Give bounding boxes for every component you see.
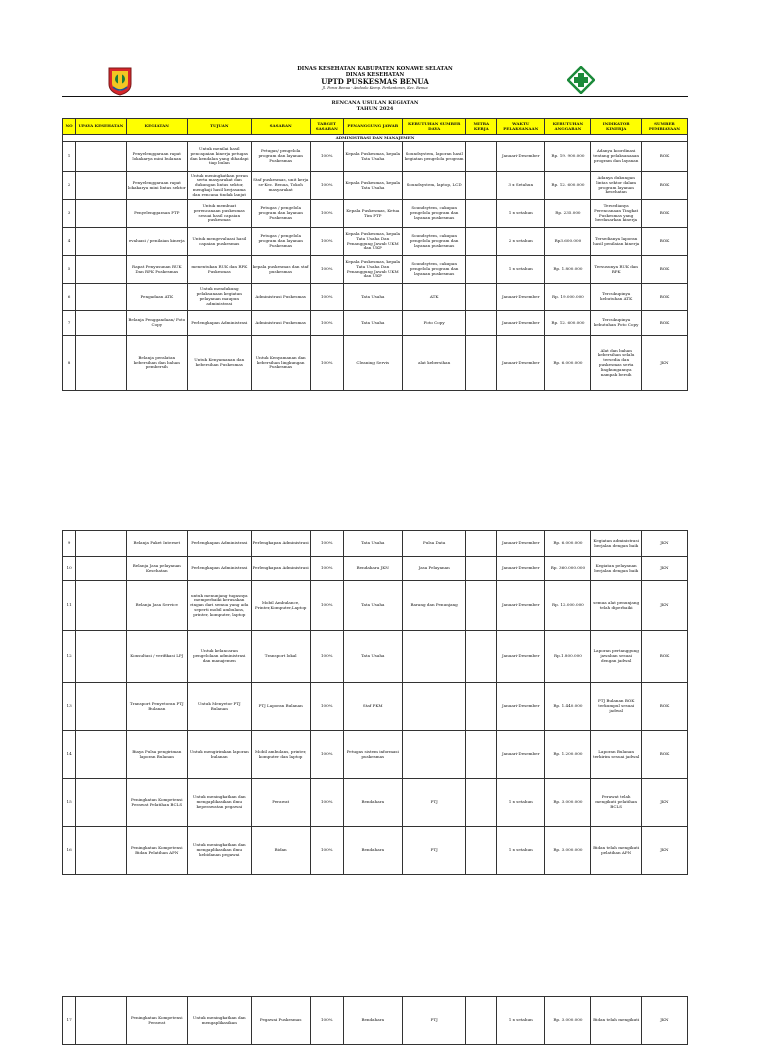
cell-kebutuhan: PTJ [402, 827, 466, 875]
cell-tujuan: Untuk meningkatkan dan mengaplikasikan ilmu keperawatan pegawai [187, 779, 251, 827]
cell-kegiatan: evaluasi / penilaian kinerja [126, 228, 187, 256]
cell-tujuan: Untuk meningkatkan dan mengaplikasikan ilmu kebidanan pegawai [187, 827, 251, 875]
cell-tujuan: Untuk membuat perencanaan puskesmas sesuai hasil capaian puskesmas [187, 200, 251, 228]
cell-tujuan: menentukan RUK dan RPK Puskesmas [187, 256, 251, 284]
cell-waktu: 3 x Setahun [497, 172, 545, 200]
cell-waktu: Januari-Desember [497, 336, 545, 391]
cell-sasaran: Petugas / pengelola program dan layanan Puskesmas [251, 228, 310, 256]
cell-sumber: BOK [641, 256, 687, 284]
cell-anggaran: Rp. 6.000.000 [545, 531, 591, 557]
cell-target: 100% [310, 311, 343, 336]
cell-target: 100% [310, 683, 343, 731]
cell-sasaran: Staf puskesmas, unit kerja se-Kec. Benua, Tokoh masyarakat [251, 172, 310, 200]
letterhead-address: Jl. Poros Benua - Andoolo Kemp. Perkantoran, Kec. Benua [322, 86, 428, 90]
cell-upaya [76, 683, 126, 731]
cell-target: 100% [310, 200, 343, 228]
cell-no: 17 [63, 997, 76, 1045]
cell-tujuan: Untuk meningkatkan peran serta masyarakat dan dukungan lintas sektor, mengkaji hasil kerjasama dan rencana tindak lanjut [187, 172, 251, 200]
cell-penanggung-jawab: Bendahara [343, 779, 402, 827]
cell-anggaran: Rp. 12. 600.000 [545, 311, 591, 336]
cell-sasaran: Petugas/ pengelola program dan layanan Puskesmas [251, 142, 310, 172]
cell-upaya [76, 531, 126, 557]
column-header-waktu: WAKTU PELAKSANAAN [497, 119, 545, 135]
cell-no: 13 [63, 683, 76, 731]
cell-upaya [76, 142, 126, 172]
cell-mitra [466, 142, 497, 172]
letterhead-line-2: DINAS KESEHATAN [345, 72, 405, 78]
cell-kegiatan: Belanja Paket Internet [126, 531, 187, 557]
cell-kegiatan: Penyelenggaraan rapat lokakarya mini lintas sektor [126, 172, 187, 200]
cell-waktu: 1 x setahun [497, 779, 545, 827]
document-page-3 [62, 994, 688, 1024]
cell-waktu: Januari-Desember [497, 631, 545, 683]
cell-tujuan: Perlengkapan Administrasi [187, 557, 251, 581]
cell-anggaran: Rp3.600.000 [545, 228, 591, 256]
cell-waktu: Januari-Desember [497, 311, 545, 336]
cell-tujuan: Untuk mengirimkan laporan bulanan [187, 731, 251, 779]
cell-sasaran: Untuk Kenyamanan dan kebersihan lingkungan Puskesmas [251, 336, 310, 391]
cell-sumber: BOK [641, 228, 687, 256]
cell-target: 100% [310, 779, 343, 827]
cell-penanggung-jawab: Petugas sistem informasi puskesmas [343, 731, 402, 779]
cell-no: 4 [63, 228, 76, 256]
cell-waktu: Januari-Desember [497, 683, 545, 731]
cell-kebutuhan: ATK [402, 284, 466, 311]
cell-target: 100% [310, 172, 343, 200]
cell-kebutuhan [402, 731, 466, 779]
cell-mitra [466, 228, 497, 256]
table-row [63, 336, 688, 391]
cell-mitra [466, 256, 497, 284]
cell-waktu: 1 x setahun [497, 997, 545, 1045]
cell-sumber: BOK [641, 311, 687, 336]
cell-kebutuhan: Pulsa Data [402, 531, 466, 557]
cell-penanggung-jawab: Kepala Puskesmas, kepala Tata Usaha Dan Penanggung Jawab UKM dan UKP [343, 228, 402, 256]
cell-upaya [76, 631, 126, 683]
cell-sumber: BOK [641, 631, 687, 683]
cell-tujuan: Untuk Kenyamanan dan kebersihan Puskesmas [187, 336, 251, 391]
table-row [63, 731, 688, 779]
cell-kegiatan: Biaya Pulsa pengiriman laporan Bulanan [126, 731, 187, 779]
cell-penanggung-jawab: Tata Usaha [343, 531, 402, 557]
column-header-sumber: SUMBER PEMBIAYAAN [641, 119, 687, 135]
table-header-row [63, 119, 688, 135]
cell-kebutuhan: PTJ [402, 779, 466, 827]
column-header-sasaran: SASARAN [251, 119, 310, 135]
cell-target: 100% [310, 142, 343, 172]
column-header-upaya: UPAYA KESEHATAN [76, 119, 126, 135]
cell-penanggung-jawab: Tata Usaha [343, 284, 402, 311]
cell-sasaran: PTJ Laporan Bulanan [251, 683, 310, 731]
cell-target: 100% [310, 997, 343, 1045]
cell-no: 10 [63, 557, 76, 581]
table-row [63, 142, 688, 172]
cell-tujuan: untuk menunjang tugasnya memperbaiki kerusakan ringan dari semua yang ada seperti mobil ambulans, printer, komputer, laptop [187, 581, 251, 631]
cell-indikator: Kegiatan pelayanan berjalan dengan baik [591, 557, 641, 581]
cell-kebutuhan: Soundsytem, cakupan pengelola program dan layanan puskesmas [402, 200, 466, 228]
cell-mitra [466, 284, 497, 311]
cell-kegiatan: Rapat Penyusunan RUK Dan RPK Puskesmas [126, 256, 187, 284]
table-row [63, 557, 688, 581]
cell-anggaran: Rp. 1.440.000 [545, 683, 591, 731]
report-title [62, 100, 688, 112]
cell-mitra [466, 581, 497, 631]
cell-sasaran: Petugas / pengelola program dan layanan Puskesmas [251, 200, 310, 228]
cell-penanggung-jawab: Kepala Puskesmas, kepala Tata Usaha [343, 142, 402, 172]
table-row [63, 311, 688, 336]
cell-target: 100% [310, 228, 343, 256]
cell-indikator: PTJ Bulanan BOK terkumpul sesuai jadwal [591, 683, 641, 731]
cell-sasaran: Administrasi Puskesmas [251, 284, 310, 311]
cell-mitra [466, 172, 497, 200]
document-page-1 [62, 60, 688, 420]
cell-sasaran: Mobil Ambulance, Printer,Komputer,Laptop [251, 581, 310, 631]
cell-tujuan: Untuk Menyetor PTJ Bulanan [187, 683, 251, 731]
cell-no: 11 [63, 581, 76, 631]
column-header-target: TARGET SASARAN [310, 119, 343, 135]
table-row [63, 228, 688, 256]
cell-indikator: Laporan Bulanan terkirim sesuai jadwal [591, 731, 641, 779]
cell-kegiatan: Belanja peralatan kebersihan dan bahan pembersih [126, 336, 187, 391]
cell-upaya [76, 557, 126, 581]
plan-table-page-3 [62, 996, 688, 1045]
cell-mitra [466, 997, 497, 1045]
cell-no: 14 [63, 731, 76, 779]
cell-tujuan: Untuk mengevaluasi hasil capaian puskesmas [187, 228, 251, 256]
cell-indikator: Kegiatan administrasi berjalan dengan baik [591, 531, 641, 557]
cell-anggaran: Rp. 19.000.000 [545, 284, 591, 311]
column-header-kegiatan: KEGIATAN [126, 119, 187, 135]
cell-sasaran: Perawat [251, 779, 310, 827]
cell-kegiatan: Transport Penyetoran PTJ Bulanan [126, 683, 187, 731]
cell-target: 100% [310, 336, 343, 391]
cell-mitra [466, 531, 497, 557]
column-header-anggaran: KEBUTUHAN ANGGARAN [545, 119, 591, 135]
cell-upaya [76, 336, 126, 391]
cell-anggaran: Rp.1.800.000 [545, 631, 591, 683]
cell-mitra [466, 683, 497, 731]
cell-no: 15 [63, 779, 76, 827]
cell-waktu: 1 x setahun [497, 827, 545, 875]
cell-upaya [76, 311, 126, 336]
plan-table-page-1 [62, 118, 688, 391]
cell-sumber: BOK [641, 142, 687, 172]
cell-anggaran: Rp. 235.000 [545, 200, 591, 228]
cell-kebutuhan: PTJ [402, 997, 466, 1045]
cell-indikator: Laporan pertanggung jawaban sesuai dengan jadwal [591, 631, 641, 683]
cell-kegiatan: Belanja Jasa pelayanan Kesehatan [126, 557, 187, 581]
table-row [63, 256, 688, 284]
column-header-penanggung-jawab: PENANGGUNG JAWAB [343, 119, 402, 135]
cell-kebutuhan [402, 631, 466, 683]
cell-kegiatan: Belanja Jasa Service [126, 581, 187, 631]
column-header-tujuan: TUJUAN [187, 119, 251, 135]
cell-waktu: Januari-Desember [497, 557, 545, 581]
report-year: TAHUN 2024 [356, 106, 394, 112]
cell-tujuan: Untuk kelancaran pengelolaan administrasi dan manajemen [187, 631, 251, 683]
cell-upaya [76, 779, 126, 827]
report-title-text: RENCANA USULAN KEGIATAN [331, 100, 419, 106]
cell-target: 100% [310, 531, 343, 557]
cell-kebutuhan [402, 683, 466, 731]
cell-waktu: Januari-Desember [497, 731, 545, 779]
cell-target: 100% [310, 731, 343, 779]
cell-upaya [76, 827, 126, 875]
cell-waktu: Januari-Desember [497, 284, 545, 311]
section-title: ADMINISTRASI DAN MANAJEMEN [63, 135, 688, 142]
cell-target: 100% [310, 557, 343, 581]
cell-sasaran: Pegawai Puskesmas [251, 997, 310, 1045]
cell-anggaran: Rp. 360.000.000 [545, 557, 591, 581]
cell-sumber: BOK [641, 683, 687, 731]
cell-kegiatan: Konsultasi / verifikasi LPJ [126, 631, 187, 683]
cell-indikator: Adanya koordinasi tentang pelaksanaaan program dan layanan [591, 142, 641, 172]
cell-kebutuhan: alat kebersihan [402, 336, 466, 391]
cell-indikator: Bidan telah mengikuti pelatihan APN [591, 827, 641, 875]
cell-penanggung-jawab: Kepala Puskesmas, kepala Tata Usaha Dan Penanggung Jawab UKM dan UKP [343, 256, 402, 284]
cell-sumber: JKN [641, 581, 687, 631]
cell-upaya [76, 228, 126, 256]
cell-waktu: Januari-Desember [497, 142, 545, 172]
cell-target: 100% [310, 256, 343, 284]
table-row [63, 997, 688, 1045]
cell-anggaran: Rp. 6.000.000 [545, 336, 591, 391]
cell-mitra [466, 557, 497, 581]
cell-target: 100% [310, 581, 343, 631]
cell-waktu: 1 x setahun [497, 256, 545, 284]
table-row [63, 779, 688, 827]
cell-mitra [466, 311, 497, 336]
document-page-2 [62, 530, 688, 880]
cell-sumber: JKN [641, 557, 687, 581]
cell-mitra [466, 779, 497, 827]
table-row [63, 581, 688, 631]
cell-penanggung-jawab: Tata Usaha [343, 311, 402, 336]
letterhead-line-1: DINAS KESEHATAN KABUPATEN KONAWE SELATAN [297, 66, 453, 72]
table-row [63, 200, 688, 228]
cell-penanggung-jawab: Kepala Puskesmas, kepala Tata Usaha [343, 172, 402, 200]
cell-no: 7 [63, 311, 76, 336]
cell-kebutuhan: Soundsytem, cakupan pengelola program dan layanan puskesmas [402, 256, 466, 284]
column-header-no: NO [63, 119, 76, 135]
cell-kegiatan: Penyelenggaraan rapat lokakarya mini bulanan [126, 142, 187, 172]
cell-anggaran: Rp. 1.800.000 [545, 256, 591, 284]
cell-sumber: JKN [641, 779, 687, 827]
cell-no: 1 [63, 142, 76, 172]
plan-table-page-2 [62, 530, 688, 875]
cell-mitra [466, 631, 497, 683]
cell-penanggung-jawab: Bendahara [343, 997, 402, 1045]
cell-indikator: semua alat penunjang telah diperbaiki [591, 581, 641, 631]
cell-upaya [76, 997, 126, 1045]
cell-kegiatan: Penyelenggaraan PTP [126, 200, 187, 228]
column-header-mitra: MITRA KERJA [466, 119, 497, 135]
cell-mitra [466, 336, 497, 391]
cell-kegiatan: Peningkatan Kompetensi Perawat Pelatihan BCLS [126, 779, 187, 827]
column-header-kebutuhan: KEBUTUHAN SUMBER DAYA [402, 119, 466, 135]
cell-kegiatan: Peningkatan Kompetensi Bidan Pelatihan APN [126, 827, 187, 875]
cell-kebutuhan: Jasa Pelayanan [402, 557, 466, 581]
cell-anggaran: Rp. 19. 900.000 [545, 142, 591, 172]
cell-mitra [466, 200, 497, 228]
cell-mitra [466, 731, 497, 779]
cell-kegiatan: Peningkatan Kompetensi Perawat [126, 997, 187, 1045]
cell-sasaran: Bidan [251, 827, 310, 875]
cell-kebutuhan: Soundsytem, cakupan pengelola program dan layanan puskesmas [402, 228, 466, 256]
table-row [63, 531, 688, 557]
cell-waktu: 1 x setahun [497, 200, 545, 228]
cell-anggaran: Rp. 1.200.000 [545, 731, 591, 779]
cell-indikator: Tercukupinya kebutuhan Foto Copy [591, 311, 641, 336]
section-row [63, 135, 688, 142]
cell-upaya [76, 731, 126, 779]
cell-kebutuhan: Barang dan Penunjang [402, 581, 466, 631]
letterhead-rule [62, 96, 688, 97]
cell-anggaran: Rp. 12. 600.000 [545, 172, 591, 200]
table-row [63, 683, 688, 731]
cell-sasaran: Administrasi Puskesmas [251, 311, 310, 336]
cell-upaya [76, 200, 126, 228]
cell-no: 8 [63, 336, 76, 391]
cell-target: 100% [310, 631, 343, 683]
table-row [63, 827, 688, 875]
cell-tujuan: Untuk meningkatkan dan mengaplikasikan [187, 997, 251, 1045]
puskesmas-logo [567, 66, 595, 94]
cell-upaya [76, 172, 126, 200]
column-header-indikator: INDIKATOR KINERJA [591, 119, 641, 135]
cell-penanggung-jawab: Kepala Puskesmas, Ketua Tim PTP [343, 200, 402, 228]
cell-indikator: Perawat telah mengikuti pelatihan BCLS [591, 779, 641, 827]
cell-no: 2 [63, 172, 76, 200]
cell-penanggung-jawab: Bendahara JKN [343, 557, 402, 581]
cell-kegiatan: Belanja Penggandaan/ Foto Copy [126, 311, 187, 336]
cell-upaya [76, 581, 126, 631]
cell-upaya [76, 256, 126, 284]
table-row [63, 631, 688, 683]
cell-sasaran: kepala puskesmas dan staf puskesmas [251, 256, 310, 284]
cell-indikator: Alat dan bahan kebersihan selalu tersedia dan puskesmas serta lingkungannya nampak bersih [591, 336, 641, 391]
cell-indikator: Tersedianya laporan hasil penilaian kinerja [591, 228, 641, 256]
cell-target: 100% [310, 284, 343, 311]
cell-indikator: Bidan telah mengikuti [591, 997, 641, 1045]
cell-sasaran: Mobil ambulans, printer, komputer dan laptop [251, 731, 310, 779]
table-row [63, 172, 688, 200]
cell-sumber: BOK [641, 172, 687, 200]
cell-anggaran: Rp. 12.000.000 [545, 581, 591, 631]
cell-penanggung-jawab: Bendahara [343, 827, 402, 875]
cell-anggaran: Rp. 3.000.000 [545, 779, 591, 827]
cell-sasaran: Transport lokal [251, 631, 310, 683]
cell-no: 12 [63, 631, 76, 683]
cell-no: 9 [63, 531, 76, 557]
cell-penanggung-jawab: Staf PKM [343, 683, 402, 731]
cell-sumber: JKN [641, 997, 687, 1045]
table-row [63, 284, 688, 311]
cell-tujuan: Perlengkapan Administrasi [187, 531, 251, 557]
cell-mitra [466, 827, 497, 875]
letterhead-line-3: UPTD PUSKESMAS BENUA [321, 77, 429, 86]
cell-no: 3 [63, 200, 76, 228]
cell-sumber: JKN [641, 827, 687, 875]
cell-no: 6 [63, 284, 76, 311]
cell-indikator: Adanya dukungan lintas sektor dalam program layanan kesehatan [591, 172, 641, 200]
cell-indikator: Tercukupinya kebutuhan ATK [591, 284, 641, 311]
cell-waktu: Januari-Desember [497, 531, 545, 557]
cell-penanggung-jawab: Cleaning Servis [343, 336, 402, 391]
cell-waktu: Januari-Desember [497, 581, 545, 631]
cell-kebutuhan: Soundsystem, laporan hasil kegiatan pengelola program [402, 142, 466, 172]
cell-anggaran: Rp. 3.000.000 [545, 997, 591, 1045]
cell-sumber: BOK [641, 284, 687, 311]
cell-tujuan: Untuk mendukung pelaksanaan kegiatan pelayanan maupun administrasi [187, 284, 251, 311]
cell-sumber: BOK [641, 731, 687, 779]
cell-upaya [76, 284, 126, 311]
cell-penanggung-jawab: Tata Usaha [343, 581, 402, 631]
cell-sasaran: Perlengkapan Administrasi [251, 531, 310, 557]
cell-target: 100% [310, 827, 343, 875]
cell-sumber: BOK [641, 200, 687, 228]
cell-no: 16 [63, 827, 76, 875]
cell-anggaran: Rp. 3.000.000 [545, 827, 591, 875]
cell-tujuan: Perlengkapan Administrasi [187, 311, 251, 336]
cell-kegiatan: Pengadaan ATK [126, 284, 187, 311]
cell-sumber: JKN [641, 336, 687, 391]
cell-sumber: JKN [641, 531, 687, 557]
cell-tujuan: Untuk menilai hasil pencapaian kinerja petugas dan kendalan yang dihadapi tiap bulan [187, 142, 251, 172]
cell-kebutuhan: Foto Copy [402, 311, 466, 336]
cell-indikator: Tersedianya Perencanaan Tingkat Puskesmas yang berdasarkan kinerja [591, 200, 641, 228]
cell-waktu: 2 x setahun [497, 228, 545, 256]
cell-penanggung-jawab: Tata Usaha [343, 631, 402, 683]
cell-sasaran: Perlengkapan Administrasi [251, 557, 310, 581]
cell-kebutuhan: Soundsystem, laptop, LCD [402, 172, 466, 200]
cell-indikator: Tersusunya RUK dan RPK [591, 256, 641, 284]
cell-no: 5 [63, 256, 76, 284]
